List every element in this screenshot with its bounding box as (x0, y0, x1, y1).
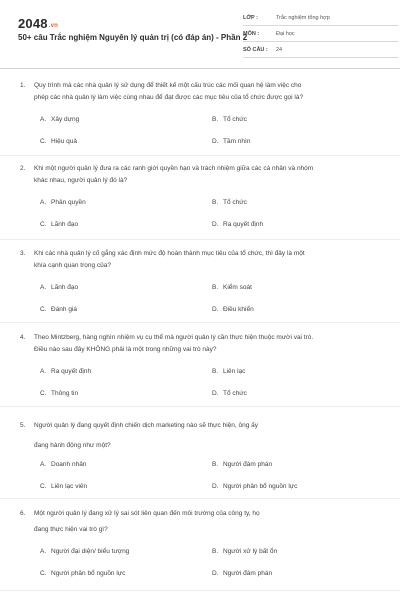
option-letter: B. (212, 284, 219, 291)
option-text: Người đàm phán (223, 461, 273, 468)
option-a[interactable] (40, 461, 86, 468)
question-item (20, 506, 380, 577)
option-text: Ra quyết định (223, 221, 264, 228)
option-text: Liên lạc viên (51, 483, 88, 490)
meta-class-row (243, 12, 398, 26)
site-logo[interactable] (18, 16, 58, 31)
meta-count-label: SỐ CÂU : (243, 47, 268, 53)
option-text: Người đàm phán (223, 570, 273, 577)
option-text: Lãnh đạo (51, 284, 79, 291)
option-text: Kiểm soát (223, 284, 252, 291)
meta-subject-label: MÔN : (243, 31, 260, 37)
option-letter: C. (40, 221, 47, 228)
option-text: Người đại diện/ biểu tượng (51, 548, 130, 555)
question-number: 3. (20, 250, 26, 257)
option-letter: D. (212, 138, 219, 145)
question-divider (0, 155, 400, 156)
option-letter: C. (40, 306, 47, 313)
option-c[interactable] (40, 221, 78, 228)
option-d[interactable] (212, 570, 272, 577)
option-letter: C. (40, 483, 47, 490)
question-line: đang thực hiện vai trò gì? (34, 526, 108, 533)
question-line: Theo Mintzberg, hàng nghìn nhiệm vụ cụ thể mà người quản lý cần thực hiện thuộc mười vai trò. (34, 334, 314, 341)
option-letter: A. (40, 368, 47, 375)
question-line: Khi các nhà quản lý cố gắng xác định mức độ hoàn thành mục tiêu của tổ chức, thì đây là một (34, 250, 305, 257)
option-text: Doanh nhân (51, 461, 87, 468)
meta-count-row (243, 44, 398, 58)
question-item (20, 332, 380, 397)
option-letter: A. (40, 199, 47, 206)
option-d[interactable] (212, 483, 297, 490)
option-a[interactable] (40, 284, 78, 291)
question-number: 5. (20, 422, 26, 429)
question-divider (0, 406, 400, 407)
option-letter: A. (40, 284, 47, 291)
option-text: Đánh giá (51, 306, 78, 313)
option-a[interactable] (40, 368, 91, 375)
option-a[interactable] (40, 116, 79, 123)
question-text (20, 506, 380, 538)
option-b[interactable] (212, 116, 247, 123)
header-divider (0, 68, 400, 69)
option-d[interactable] (212, 221, 263, 228)
option-text: Lãnh đạo (51, 221, 79, 228)
question-divider (0, 590, 400, 591)
option-d[interactable] (212, 390, 247, 397)
option-c[interactable] (40, 390, 78, 397)
option-d[interactable] (212, 306, 254, 313)
option-letter: B. (212, 116, 219, 123)
logo-main: 2048 (18, 16, 48, 31)
question-item (20, 248, 380, 313)
question-divider (0, 239, 400, 240)
meta-info (243, 12, 398, 60)
option-c[interactable] (40, 483, 87, 490)
question-line: Khi một người quản lý đưa ra các ranh giới quyền hạn và trách nhiệm giữa các cá nhân và nhóm (34, 165, 314, 172)
question-item (20, 80, 380, 145)
option-a[interactable] (40, 199, 86, 206)
question-line: Quy trình mà các nhà quản lý sử dụng để thiết kế một cấu trúc các mối quan hệ làm việc cho (34, 82, 302, 89)
option-text: Điều khiển (223, 306, 254, 313)
option-b[interactable] (212, 284, 252, 291)
option-letter: A. (40, 116, 47, 123)
option-text: Tầm nhìn (223, 138, 251, 145)
option-letter: C. (40, 390, 47, 397)
question-number: 2. (20, 165, 26, 172)
option-a[interactable] (40, 548, 129, 555)
option-text: Xây dựng (51, 116, 80, 123)
option-letter: C. (40, 570, 47, 577)
option-letter: D. (212, 483, 219, 490)
option-text: Hiệu quả (51, 138, 78, 145)
document-header (18, 12, 382, 62)
option-text: Người phân bổ nguồn lực (51, 570, 126, 577)
question-line: khác nhau, người quản lý đó là? (34, 176, 128, 184)
question-number: 4. (20, 334, 26, 341)
option-text: Tổ chức (223, 390, 247, 397)
option-letter: B. (212, 548, 219, 555)
question-number: 1. (20, 82, 26, 89)
question-text (20, 163, 380, 186)
question-line: đang hành động như một? (34, 442, 111, 449)
option-text: Thông tin (51, 390, 79, 397)
option-letter: A. (40, 548, 47, 555)
option-text: Người xử lý bất ổn (223, 548, 278, 555)
option-letter: B. (212, 461, 219, 468)
question-text (20, 80, 380, 103)
option-d[interactable] (212, 138, 250, 145)
option-letter: D. (212, 570, 219, 577)
option-b[interactable] (212, 368, 245, 375)
option-c[interactable] (40, 138, 77, 145)
option-text: Tổ chức (223, 116, 247, 123)
question-line: Điều nào sau đây KHÔNG phải là một trong những vai trò này? (34, 345, 217, 353)
option-letter: D. (212, 306, 219, 313)
question-text (20, 248, 380, 271)
meta-count-value: 24 (276, 47, 283, 53)
question-line: phép các nhà quản lý làm việc cùng nhau để đạt được các mục tiêu của tổ chức được gọi là? (34, 93, 304, 101)
meta-subject-row (243, 28, 398, 42)
option-b[interactable] (212, 461, 272, 468)
option-text: Phân quyền (51, 199, 86, 206)
option-c[interactable] (40, 306, 77, 313)
question-item (20, 416, 380, 490)
option-text: Ra quyết định (51, 368, 92, 375)
meta-class-value: Trắc nghiệm tổng hợp (276, 15, 330, 21)
option-letter: C. (40, 138, 47, 145)
option-letter: D. (212, 221, 219, 228)
question-item (20, 163, 380, 228)
option-letter: B. (212, 199, 219, 206)
option-b[interactable] (212, 199, 247, 206)
option-letter: A. (40, 461, 47, 468)
option-text: Tổ chức (223, 199, 247, 206)
question-number: 6. (20, 510, 26, 517)
question-line: Người quản lý đang quyết định chiến dịch marketing nào sẽ thực hiện, ông ấy (34, 422, 258, 429)
logo-suffix: .vn (48, 23, 59, 29)
question-text (20, 416, 380, 456)
page-title: 50+ câu Trắc nghiệm Nguyên lý quản trị (có đáp án) - Phần 2 (18, 33, 248, 42)
question-divider (0, 498, 400, 499)
option-text: Liên lạc (223, 368, 246, 375)
meta-subject-value: Đại học (276, 31, 295, 37)
question-line: Một người quản lý đang xử lý sai sót liên quan đến môi trường của công ty, họ (34, 510, 260, 517)
question-text (20, 332, 380, 355)
option-letter: B. (212, 368, 219, 375)
option-letter: D. (212, 390, 219, 397)
meta-class-label: LỚP : (243, 15, 258, 21)
question-line: khía cạnh quan trọng của? (34, 261, 111, 269)
option-c[interactable] (40, 570, 125, 577)
option-b[interactable] (212, 548, 277, 555)
question-divider (0, 322, 400, 323)
option-text: Người phân bổ nguồn lực (223, 483, 298, 490)
